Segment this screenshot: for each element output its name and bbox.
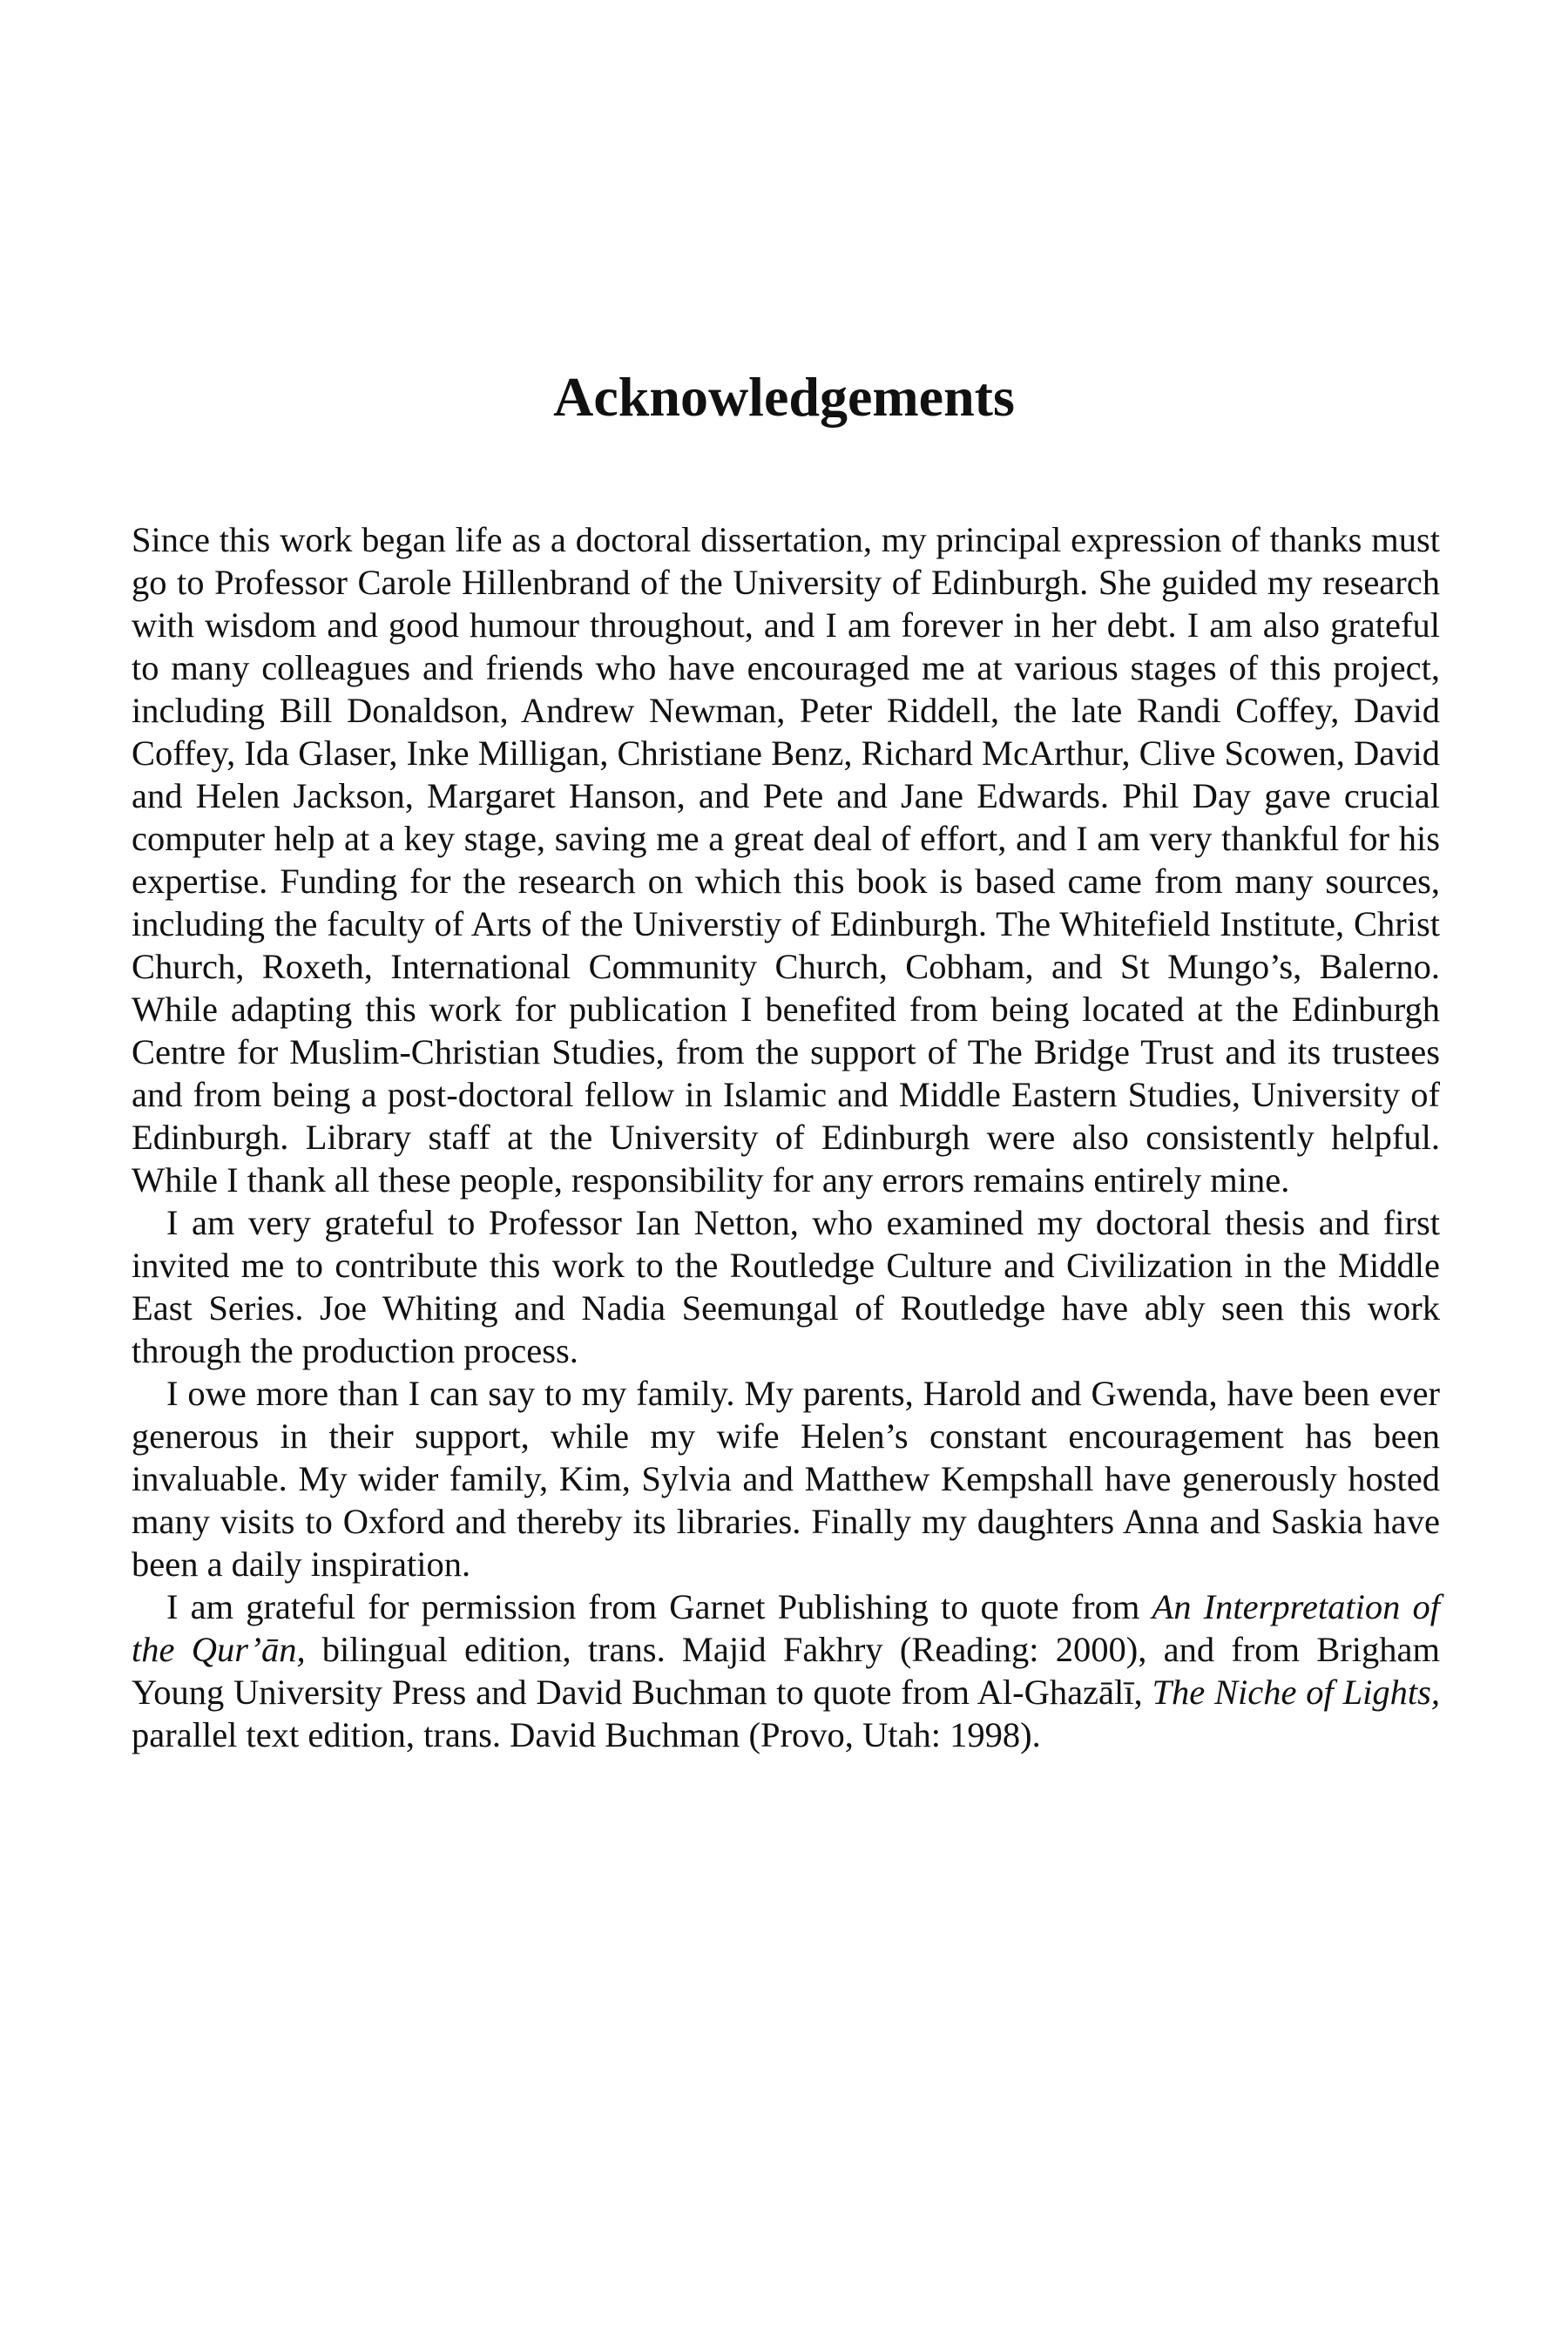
page-title: Acknowledgements: [553, 366, 1015, 428]
paragraph-2: I am very grateful to Professor Ian Netton, who examined my doctoral thesis and first invited me to contribute this work to the Routledge Culture and Civilization in the Middle East Series. Joe Whiting and Nadia Seemungal of Routledge have ably seen this work through the production process.: [132, 1203, 1440, 1370]
quran-title: An Interpretation of the Qur’ān,: [132, 1587, 1440, 1669]
paragraph-4-text-3: parallel text edition, trans. David Buchman (Provo, Utah: 1998).: [132, 1715, 1041, 1754]
niche-of-lights-title: The Niche of Lights,: [1152, 1673, 1440, 1712]
paragraph-4-text-2: bilingual edition, trans. Majid Fakhry (Reading: 2000), and from Brigham Young University Press and David Buchman to quote from Al-Ghazālī,: [132, 1630, 1440, 1712]
acknowledgements-body: [132, 518, 1440, 1756]
paragraph-4-text-1: I am grateful for permission from Garnet Publishing to quote from: [166, 1587, 1152, 1626]
paragraph-3: I owe more than I can say to my family. My parents, Harold and Gwenda, have been ever generous in their support, while my wife Helen’s constant encouragement has been invaluable. My wider family, Kim, Sylvia and Matthew Kempshall have generously hosted many visits to Oxford and thereby its libraries. Finally my daughters Anna and Saskia have been a daily inspiration.: [132, 1374, 1440, 1584]
paragraph-1: Since this work began life as a doctoral dissertation, my principal expression of thanks must go to Professor Carole Hillenbrand of the University of Edinburgh. She guided my research with wisdom and good humour throughout, and I am forever in her debt. I am also grateful to many colleagues and friends who have encouraged me at various stages of this project, including Bill Donaldson, Andrew Newman, Peter Riddell, the late Randi Coffey, David Coffey, Ida Glaser, Inke Milligan, Christiane Benz, Richard McArthur, Clive Scowen, David and Helen Jackson, Margaret Hanson, and Pete and Jane Edwards. Phil Day gave crucial computer help at a key stage, saving me a great deal of effort, and I am very thankful for his expertise. Funding for the research on which this book is based came from many sources, including the faculty of Arts of the Universtiy of Edinburgh. The Whitefield Institute, Christ Church, Roxeth, International Community Church, Cobham, and St Mungo’s, Balerno. While adapting this work for publication I benefited from being located at the Edinburgh Centre for Muslim-Christian Studies, from the support of The Bridge Trust and its trustees and from being a post-doctoral fellow in Islamic and Middle Eastern Studies, University of Edinburgh. Library staff at the University of Edinburgh were also consistently helpful. While I thank all these people, responsibility for any errors remains entirely mine.: [132, 520, 1440, 1200]
paragraph-4: [132, 1585, 1440, 1756]
